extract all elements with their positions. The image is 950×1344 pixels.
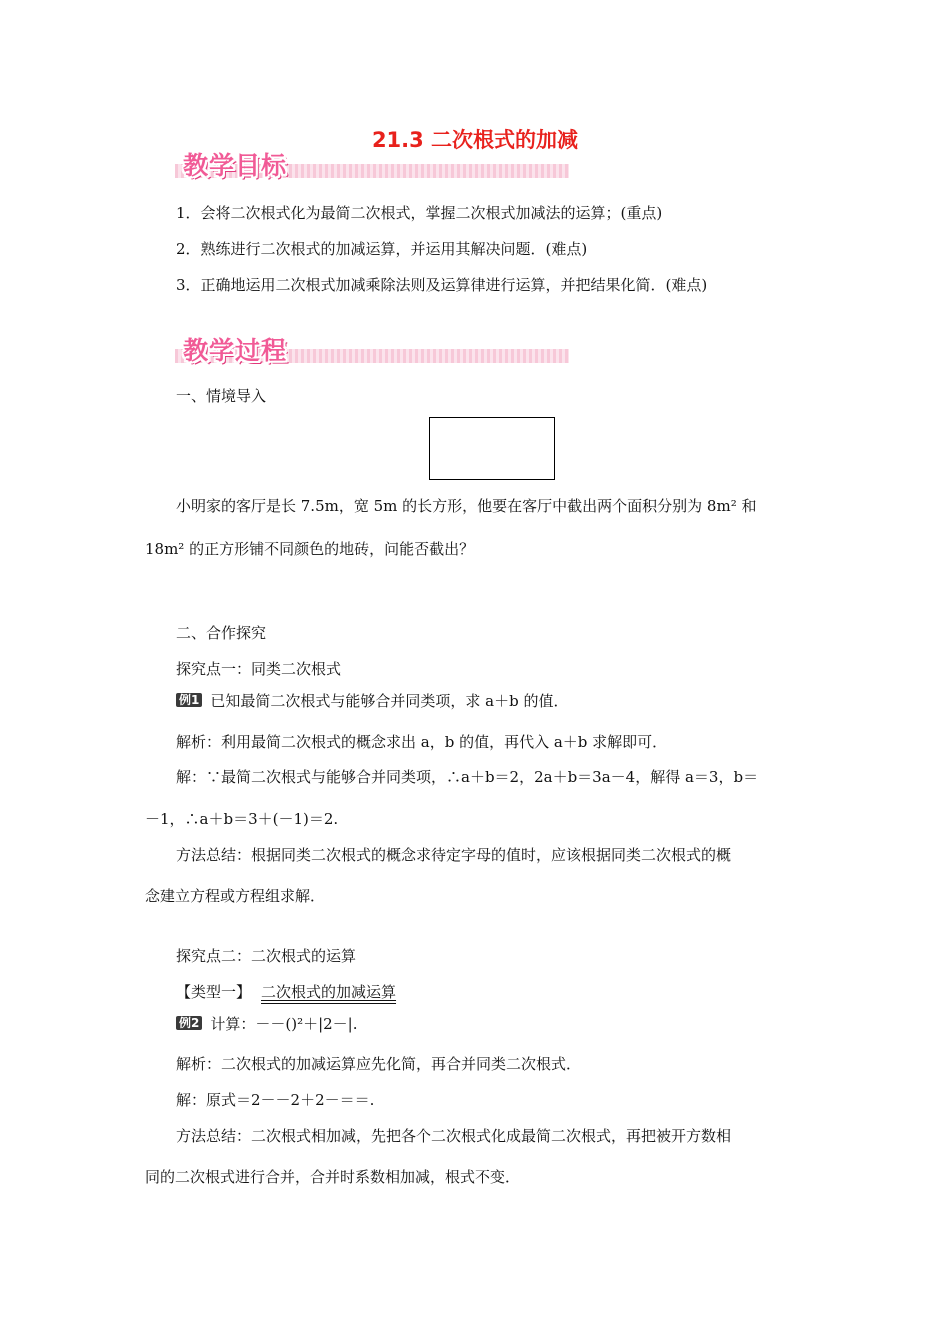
explore-point-2: 探究点二：二次根式的运算: [176, 947, 357, 965]
type-1-heading: [176, 981, 396, 1002]
example-1-solution-line: －1，∴a＋b＝3＋(－1)＝2.: [145, 810, 339, 828]
example-2-analysis: 解析：二次根式的加减运算应先化简，再合并同类二次根式．: [176, 1055, 582, 1073]
intro-heading: 一、情境导入: [176, 387, 267, 405]
section-banner-goals: [175, 146, 575, 184]
coop-heading: 二、合作探究: [176, 624, 267, 642]
banner-label: 教学过程: [183, 336, 288, 365]
banner-label: 教学目标: [183, 151, 288, 180]
goal-item: 1．会将二次根式化为最简二次根式，掌握二次根式加减法的运算；(重点): [176, 204, 663, 222]
example-tag: 例1: [176, 693, 202, 707]
example-1-analysis: 解析：利用最简二次根式的概念求出 a，b 的值，再代入 a＋b 求解即可．: [176, 733, 668, 751]
type-title: 二次根式的加减运算: [261, 983, 397, 1001]
example-2-summary-line: 同的二次根式进行合并，合并时系数相加减，根式不变．: [145, 1168, 521, 1186]
intro-paragraph-line: 18m² 的正方形铺不同颜色的地砖，问能否截出？: [145, 540, 475, 558]
example-2-solution: 解：原式＝2－－2＋2－＝＝.: [176, 1091, 375, 1109]
page-title: 21.3 二次根式的加减: [371, 128, 579, 152]
example-tag: 例2: [176, 1016, 202, 1030]
rectangle-figure: [429, 417, 555, 480]
section-banner-process: [175, 331, 575, 369]
example-text: 已知最简二次根式与能够合并同类项，求 a＋b 的值．: [210, 692, 569, 710]
explore-point-1: 探究点一：同类二次根式: [176, 660, 342, 678]
example-1: [176, 690, 568, 711]
type-label: 【类型一】: [176, 983, 252, 1001]
example-2: [176, 1013, 358, 1034]
example-2-summary-line: 方法总结：二次根式相加减，先把各个二次根式化成最简二次根式，再把被开方数相: [176, 1127, 732, 1145]
goal-item: 2．熟练进行二次根式的加减运算，并运用其解决问题．(难点): [176, 240, 588, 258]
example-1-solution-line: 解：∵最简二次根式与能够合并同类项，∴a＋b＝2，2a＋b＝3a－4，解得 a＝3，b＝: [176, 768, 759, 786]
intro-paragraph-line: 小明家的客厅是长 7.5m，宽 5m 的长方形，他要在客厅中截出两个面积分别为 8m² 和: [176, 497, 757, 515]
goal-item: 3．正确地运用二次根式加减乘除法则及运算律进行运算，并把结果化简．(难点): [176, 276, 708, 294]
example-1-summary-line: 方法总结：根据同类二次根式的概念求待定字母的值时，应该根据同类二次根式的概: [176, 846, 732, 864]
example-text: 计算：－－()²＋|2－|.: [210, 1015, 358, 1033]
example-1-summary-line: 念建立方程或方程组求解．: [145, 887, 326, 905]
